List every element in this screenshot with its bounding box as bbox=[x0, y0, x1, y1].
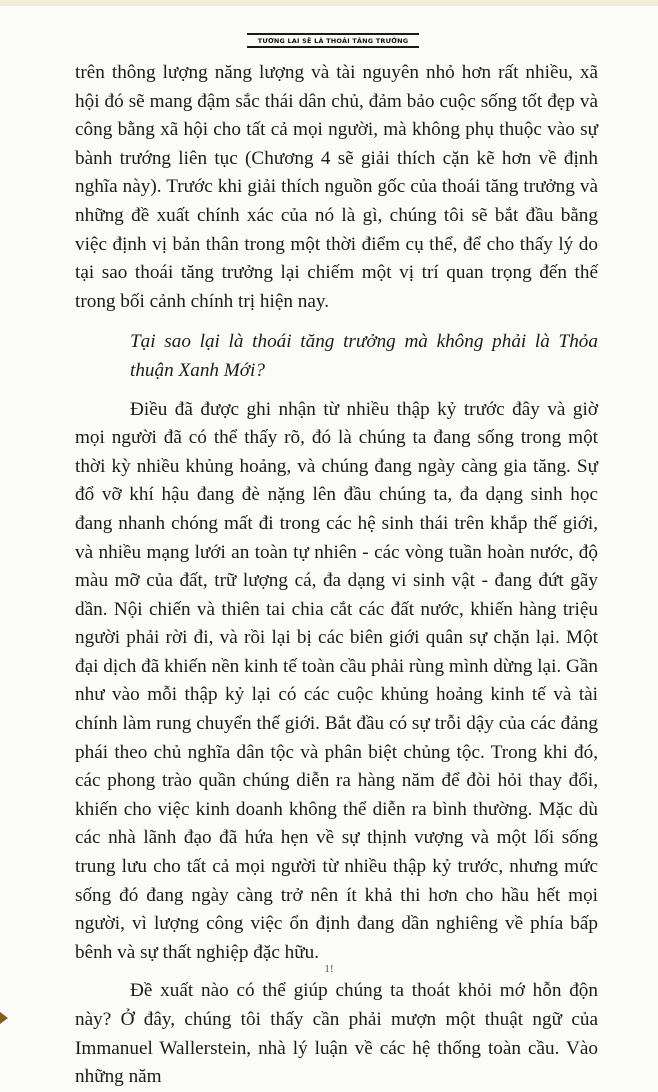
running-header: TƯƠNG LAI SẼ LÀ THOÁI TĂNG TRƯỞNG bbox=[247, 33, 419, 48]
body-text bbox=[75, 59, 598, 1092]
paragraph-continued: trên thông lượng năng lượng và tài nguyên nhỏ hơn rất nhiều, xã hội đó sẽ mang đậm sắc thái dân chủ, đảm bảo cuộc sống tốt đẹp và công bằng xã hội cho tất cả mọi người, mà không phụ thuộc vào sự bành trướng liên tục (Chương 4 sẽ giải thích cặn kẽ hơn về định nghĩa này). Trước khi giải thích nguồn gốc của thoái tăng trưởng và những đề xuất chính xác của nó là gì, chúng tôi sẽ bắt đầu bằng việc định vị bản thân trong một thời điểm cụ thể, để cho thấy lý do tại sao thoái tăng trưởng lại chiếm một vị trí quan trọng đến thế trong bối cảnh chính trị hiện nay. bbox=[75, 62, 598, 312]
paragraph-crises: Điều đã được ghi nhận từ nhiều thập kỷ trước đây và giờ mọi người đã có thể thấy rõ, đó là chúng ta đang sống trong một thời kỳ nhiều khủng hoảng, và chúng đang ngày càng gia tăng. Sự đổ vỡ khí hậu đang đè nặng lên đầu chúng ta, đa dạng sinh học đang nhanh chóng mất đi trong các hệ sinh thái trên khắp thế giới, và nhiều mạng lưới an toàn tự nhiên - các vòng tuần hoàn nước, độ màu mỡ của đất, trữ lượng cá, đa dạng vi sinh vật - đang đứt gãy dần. Nội chiến và thiên tai chia cắt các đất nước, khiến hàng triệu người phải rời đi, và rồi lại bị các biên giới quân sự chặn lại. Một đại dịch đã khiến nền kinh tế toàn cầu phải rùng mình dừng lại. Gần như vào mỗi thập kỷ lại có các cuộc khủng hoảng kinh tế và tài chính làm rung chuyển thế giới. Bắt đầu có sự trỗi dậy của các đảng phái theo chủ nghĩa dân tộc và phân biệt chủng tộc. Trong khi đó, các phong trào quần chúng diễn ra hàng năm để đòi hỏi thay đổi, khiến cho việc kinh doanh không thể diễn ra bình thường. Mặc dù các nhà lãnh đạo đã hứa hẹn về sự thịnh vượng và một lối sống trung lưu cho tất cả mọi người từ nhiều thập kỷ trước, nhưng mức sống đó đang ngày càng trở nên ít khả thi hơn cho hầu hết mọi người, vì lượng công việc ổn định đang dần nghiêng về phía bấp bênh và sự thất nghiệp đặc hữu. bbox=[75, 398, 598, 963]
page-number: 1! bbox=[324, 963, 334, 975]
section-subheading: Tại sao lại là thoái tăng trưởng mà không phải là Thỏa thuận Xanh Mới? bbox=[130, 331, 598, 381]
page-corner-mark bbox=[0, 1012, 8, 1024]
paragraph-proposal: Đề xuất nào có thể giúp chúng ta thoát khỏi mớ hỗn độn này? Ở đây, chúng tôi thấy cần phải mượn một thuật ngữ của Immanuel Wallerstein, nhà lý luận về các hệ thống toàn cầu. Vào những năm bbox=[75, 980, 598, 1088]
page-top-edge bbox=[0, 0, 658, 6]
